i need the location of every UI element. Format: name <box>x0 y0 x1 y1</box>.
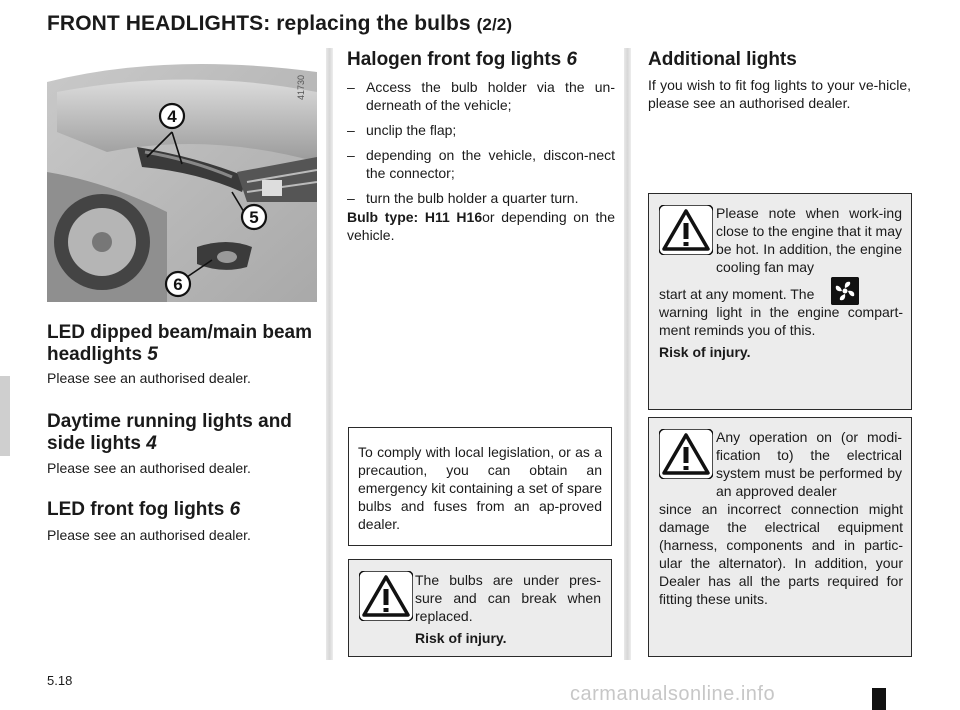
column-divider-left <box>326 48 333 660</box>
additional-lights-text: If you wish to fit fog lights to your ve-hicle, please see an authorised dealer. <box>648 77 911 111</box>
warning-triangle-icon <box>659 205 713 255</box>
cooling-fan-icon <box>831 277 859 305</box>
headlight-photo <box>47 52 317 302</box>
step-item: – turn the bulb holder a quarter turn. <box>347 189 615 207</box>
callout-5: 5 <box>249 208 259 227</box>
electrical-warning-box <box>648 417 912 657</box>
step-item: – unclip the flap; <box>347 121 615 139</box>
pressure-warning-text: The bulbs are under pres-sure and can break when replaced. <box>415 572 601 624</box>
halogen-fog-steps <box>347 78 615 214</box>
daytime-lights-text: Please see an authorised dealer. <box>47 460 251 476</box>
corner-mark <box>872 688 886 710</box>
daytime-lights-title: Daytime running lights and side lights <box>47 411 292 454</box>
halogen-fog-title: Halogen front fog lights <box>347 49 562 70</box>
warning-triangle-icon <box>659 429 713 479</box>
pressure-warning-box <box>348 559 612 657</box>
halogen-fog-ref: 6 <box>566 49 578 70</box>
led-fog-title: LED front fog lights <box>47 499 225 520</box>
callout-4: 4 <box>167 107 177 126</box>
warning-triangle-icon <box>359 571 413 621</box>
additional-lights-heading: Additional lights <box>648 49 797 70</box>
led-headlights-ref: 5 <box>147 344 158 365</box>
watermark: carmanualsonline.info <box>570 683 776 705</box>
led-headlights-heading <box>47 322 322 366</box>
led-fog-text: Please see an authorised dealer. <box>47 527 251 543</box>
bulb-type-suffix: or depending on the vehicle. <box>347 209 615 243</box>
led-fog-heading <box>47 499 322 521</box>
daytime-lights-ref: 4 <box>146 433 157 454</box>
kit-note-box <box>348 427 612 546</box>
kit-note-text: To comply with local legislation, or as a precaution, you can obtain an emergency kit containing a set of spare bulbs and fuses from an ap-proved dealer. <box>358 444 602 532</box>
engine-fan-risk-text: Risk of injury. <box>659 344 751 360</box>
halogen-fog-heading <box>347 49 615 71</box>
daytime-lights-heading <box>47 411 322 455</box>
engine-fan-warning-bottom: warning light in the engine compart-ment reminds you of this. <box>659 304 903 338</box>
electrical-warning-top: Any operation on (or modi-fication to) the electrical system must be performed by an approved dealer <box>716 429 902 499</box>
callout-6: 6 <box>173 275 183 294</box>
page-title-subtitle: (2/2) <box>476 15 513 34</box>
engine-fan-warning-mid: start at any moment. The <box>659 286 815 302</box>
engine-fan-warning-top: Please note when work-ing close to the engine that it may be hot. In addition, the engine cooling fan may <box>716 205 902 275</box>
step-item: – Access the bulb holder via the un-derneath of the vehicle; <box>347 78 615 114</box>
page-title <box>47 12 512 36</box>
step-item: – depending on the vehicle, discon-nect the connector; <box>347 146 615 182</box>
engine-fan-warning-box <box>648 193 912 410</box>
pressure-risk-text: Risk of injury. <box>415 630 507 646</box>
figure-reference: 41730 <box>296 74 306 100</box>
electrical-warning-bottom: since an incorrect connection might damage the electrical equipment (harness, components and in partic-ular the alternator). In addition, your Dealer has all the parts required for fitting these units. <box>659 501 903 607</box>
led-headlights-text: Please see an authorised dealer. <box>47 370 251 386</box>
led-fog-ref: 6 <box>229 499 241 520</box>
page-title-text: FRONT HEADLIGHTS: replacing the bulbs <box>47 12 471 35</box>
page-number: 5.18 <box>47 673 73 688</box>
bulb-type-text <box>347 208 615 244</box>
led-headlights-title: LED dipped beam/main beam headlights <box>47 322 312 365</box>
bulb-type-label: Bulb type: H11 H16 <box>347 209 483 225</box>
chapter-tab <box>0 376 10 456</box>
column-divider-right <box>624 48 631 660</box>
